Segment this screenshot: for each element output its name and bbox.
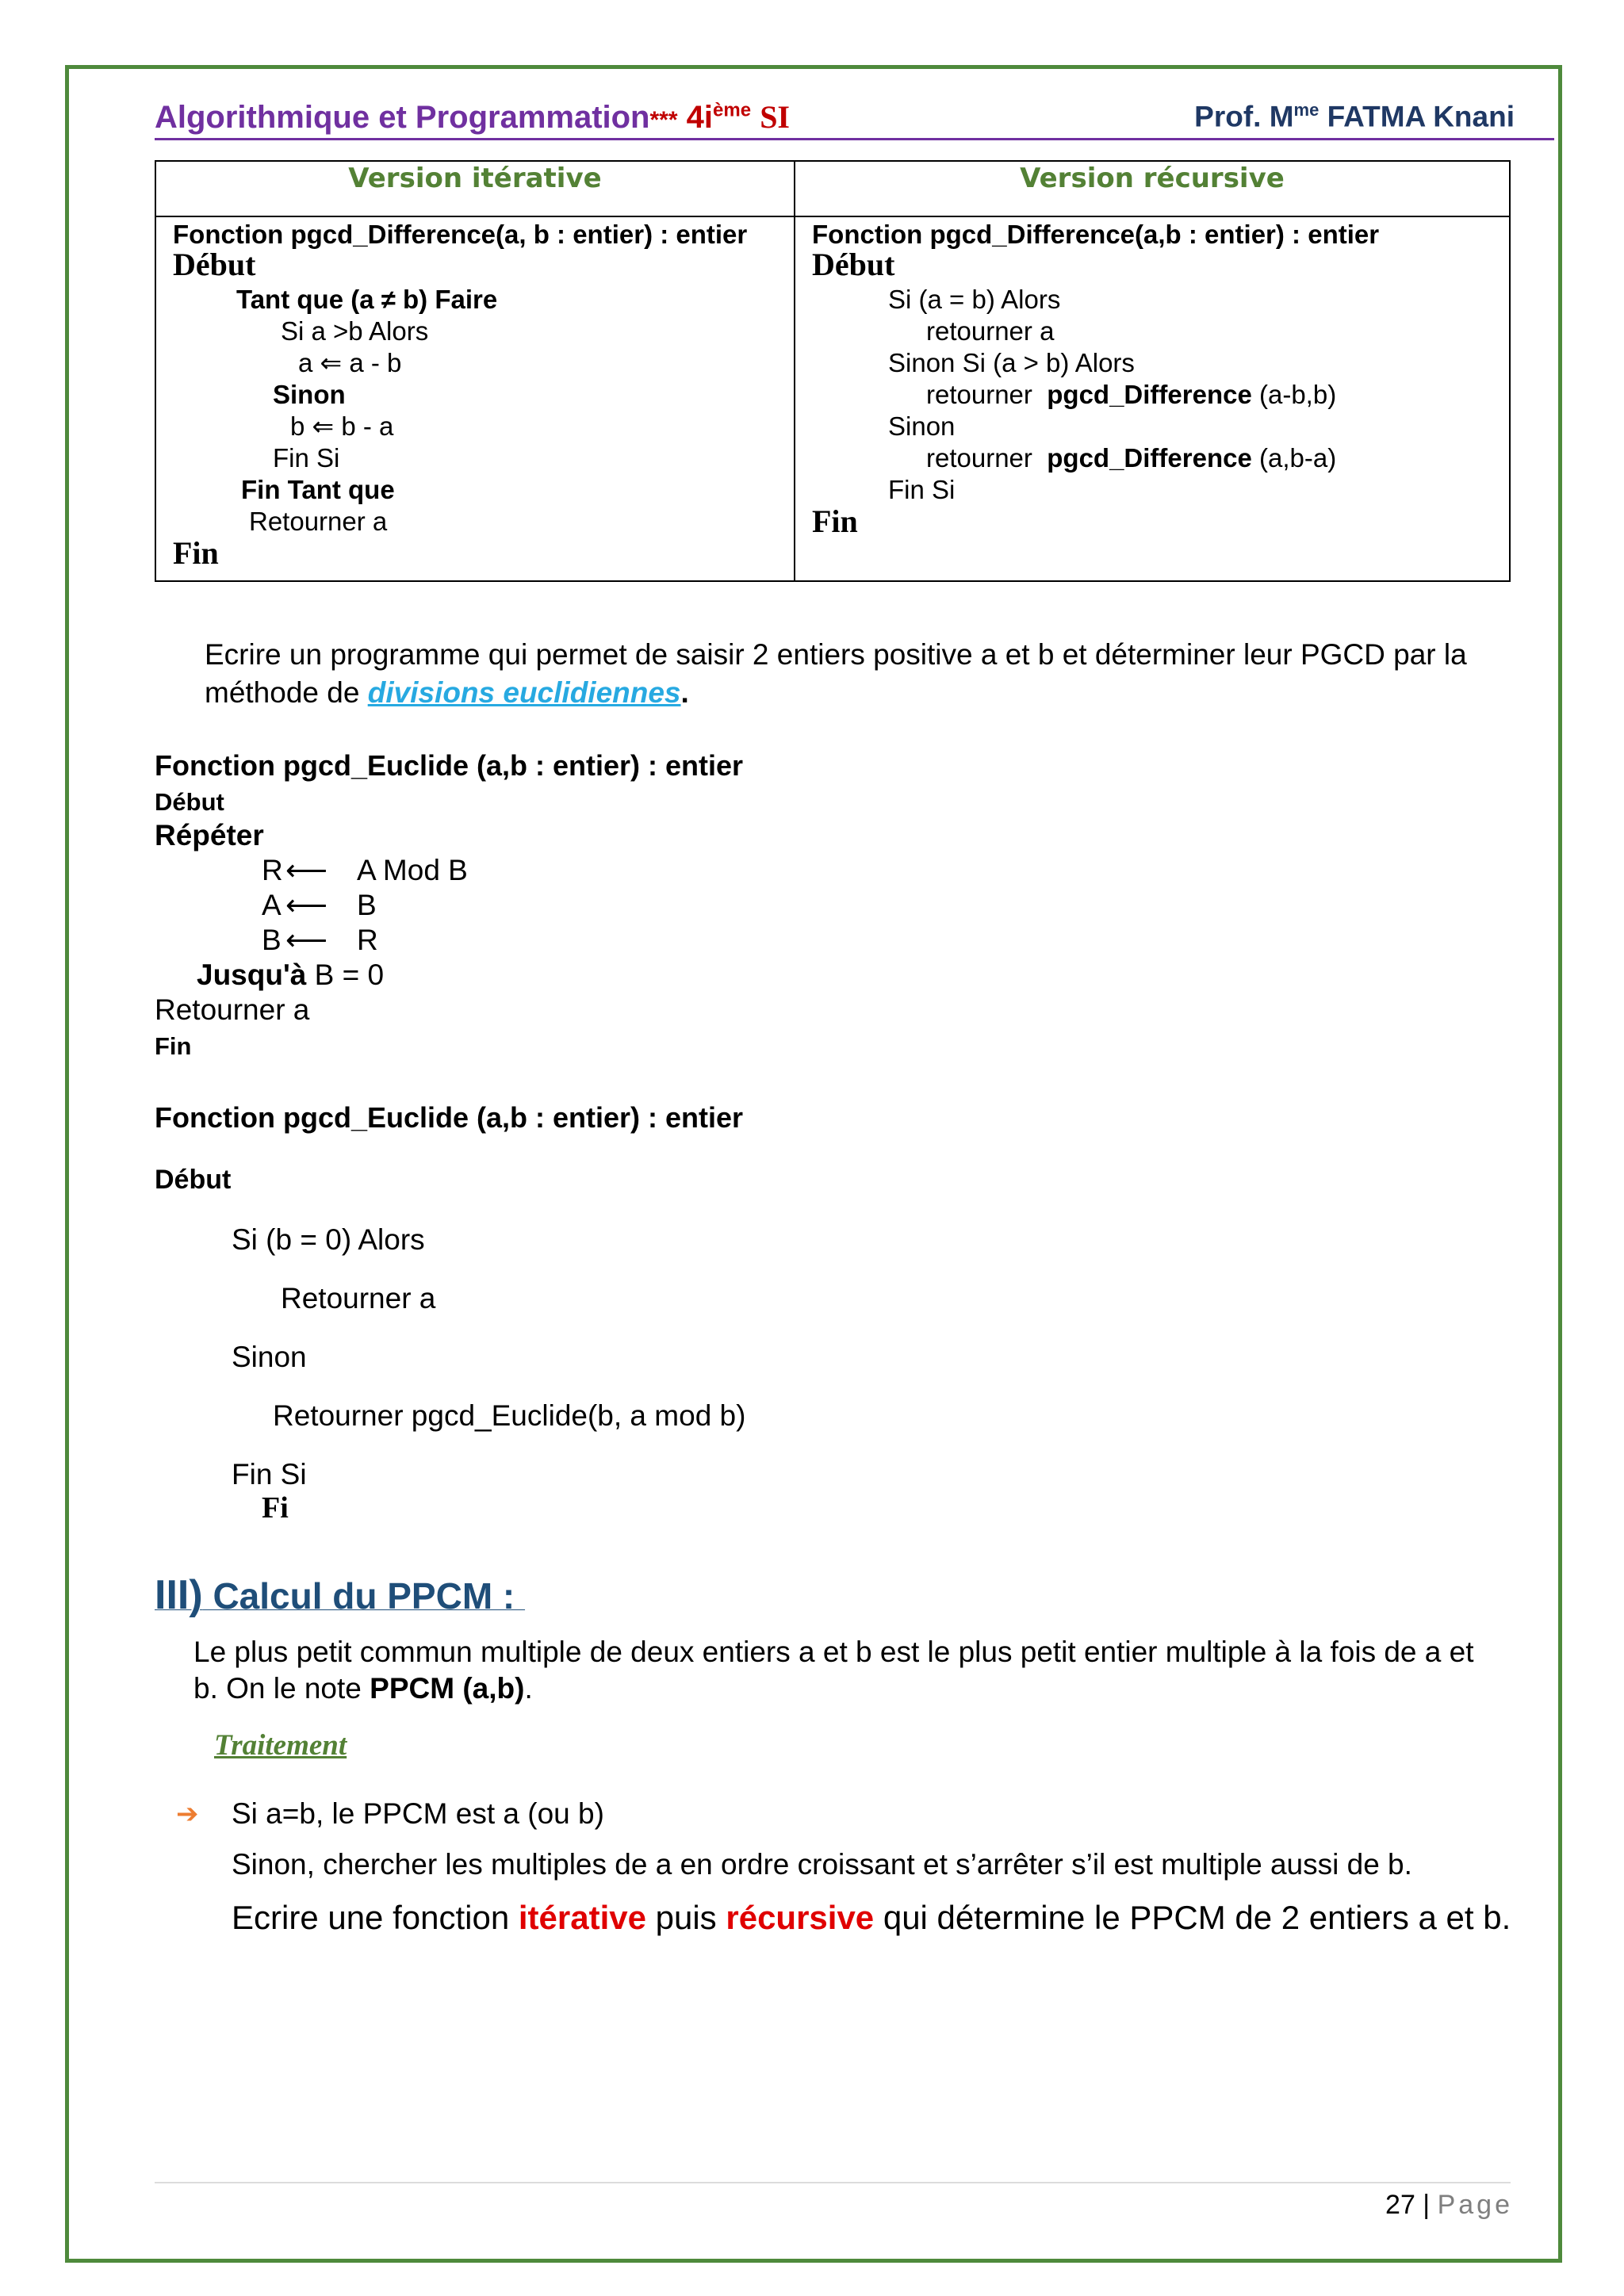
ppcm-exercise-text-1: Ecrire une fonction bbox=[232, 1899, 519, 1936]
rec-call-1-keyword: retourner bbox=[926, 380, 1048, 409]
iter-line-si: Si a >b Alors bbox=[281, 316, 429, 346]
rec-call-2-keyword: retourner bbox=[926, 443, 1048, 473]
euclide-rec-fin: Fi bbox=[262, 1491, 289, 1525]
iter-debut: Début bbox=[173, 247, 256, 282]
euclide-iter-b-val: R bbox=[357, 924, 378, 956]
ppcm-def-text: b. On le note bbox=[193, 1672, 370, 1705]
page-label: Page bbox=[1437, 2190, 1513, 2220]
divisions-euclidiennes-link[interactable]: divisions euclidiennes bbox=[367, 676, 681, 709]
level-text: 4i bbox=[686, 100, 714, 135]
euclide-rec-si: Si (b = 0) Alors bbox=[232, 1223, 425, 1256]
page-number: 27 bbox=[1385, 2190, 1415, 2220]
recursive-cell bbox=[795, 216, 1510, 581]
header-course-title bbox=[155, 98, 790, 136]
rec-call-2-func: pgcd_Difference bbox=[1047, 443, 1252, 473]
footer-separator: | bbox=[1415, 2190, 1438, 2220]
iter-line-finsi: Fin Si bbox=[273, 443, 340, 473]
level-sup: ème bbox=[713, 99, 752, 121]
euclide-iter-retourner: Retourner a bbox=[155, 993, 310, 1026]
euclide-rec-retourner-a: Retourner a bbox=[281, 1282, 436, 1314]
traitement-line-2: Sinon, chercher les multiples de a en ordre croissant et s’arrêter s’il est multiple aussi de b. bbox=[232, 1848, 1412, 1881]
exercise-line-2 bbox=[205, 675, 689, 710]
section-3-number: III) bbox=[155, 1572, 203, 1618]
euclide-iter-signature: Fonction pgcd_Euclide (a,b : entier) : entier bbox=[155, 749, 744, 782]
euclide-iter-r-var: R bbox=[262, 854, 283, 886]
rec-line-retourner-a: retourner a bbox=[926, 316, 1055, 346]
euclide-iter-r-val: A Mod B bbox=[357, 854, 468, 886]
rec-line-sinonsi: Sinon Si (a > b) Alors bbox=[888, 348, 1135, 377]
rec-line-si: Si (a = b) Alors bbox=[888, 285, 1061, 314]
rec-fin: Fin bbox=[812, 503, 858, 539]
exercise-line-1: Ecrire un programme qui permet de saisir 2 entiers positive a et b et déterminer leur PGCD par la bbox=[205, 638, 1467, 671]
rec-call-1-func: pgcd_Difference bbox=[1047, 380, 1252, 409]
ppcm-exercise-text-2: puis bbox=[645, 1899, 726, 1936]
euclide-rec-sinon: Sinon bbox=[232, 1341, 307, 1373]
euclide-rec-retourner-call: Retourner pgcd_Euclide(b, a mod b) bbox=[273, 1399, 746, 1432]
euclide-iter-a-arrow: ⟵ bbox=[285, 889, 328, 921]
rec-debut: Début bbox=[812, 247, 895, 282]
ppcm-definition-line-1: Le plus petit commun multiple de deux entiers a et b est le plus petit entier multiple à la fois de a et bbox=[193, 1636, 1474, 1668]
iterative-cell bbox=[155, 216, 795, 581]
course-name: Algorithmique et Programmation bbox=[155, 100, 650, 135]
section-3-label: Calcul du PPCM : bbox=[202, 1575, 526, 1617]
euclide-iter-repeter: Répéter bbox=[155, 819, 264, 851]
euclide-rec-debut: Début bbox=[155, 1165, 232, 1195]
header-author bbox=[1194, 100, 1515, 133]
traitement-heading: Traitement bbox=[214, 1729, 347, 1762]
exercise-text: méthode de bbox=[205, 676, 368, 709]
jusqua-keyword: Jusqu'à bbox=[197, 959, 307, 991]
euclide-rec-signature: Fonction pgcd_Euclide (a,b : entier) : entier bbox=[155, 1101, 744, 1134]
rec-call-1-args: (a-b,b) bbox=[1251, 380, 1337, 409]
author-name: FATMA Knani bbox=[1327, 100, 1515, 133]
iter-line-fintantque: Fin Tant que bbox=[241, 475, 395, 504]
rec-signature: Fonction pgcd_Difference(a,b : entier) : entier bbox=[812, 220, 1380, 249]
traitement-line-1: Si a=b, le PPCM est a (ou b) bbox=[232, 1797, 604, 1830]
euclide-iter-a-val: B bbox=[357, 889, 377, 921]
euclide-iter-jusqua bbox=[197, 958, 384, 993]
rec-line-finsi: Fin Si bbox=[888, 475, 956, 504]
ppcm-exercise bbox=[232, 1898, 1511, 1938]
euclide-iter-b-arrow: ⟵ bbox=[285, 924, 328, 956]
section-3-title bbox=[155, 1571, 525, 1619]
iter-signature: Fonction pgcd_Difference(a, b : entier) : entier bbox=[173, 220, 748, 249]
euclide-iter-r-arrow: ⟵ bbox=[285, 854, 328, 886]
author-prefix: Prof. M bbox=[1194, 100, 1294, 133]
header-class: SI bbox=[760, 99, 790, 135]
page-header bbox=[155, 94, 1554, 140]
iter-line-sinon: Sinon bbox=[273, 380, 346, 409]
rec-call-2-args: (a,b-a) bbox=[1251, 443, 1337, 473]
table-header-recursive: Version récursive bbox=[795, 161, 1510, 216]
iter-fin: Fin bbox=[173, 535, 219, 571]
ppcm-def-period: . bbox=[524, 1672, 533, 1705]
iter-line-assign-b: b ⇐ b - a bbox=[290, 411, 394, 441]
ppcm-iterative-emphasis: itérative bbox=[518, 1899, 646, 1936]
euclide-iter-a-var: A bbox=[262, 889, 282, 921]
ppcm-recursive-emphasis: récursive bbox=[726, 1899, 875, 1936]
iter-line-retourner: Retourner a bbox=[249, 507, 388, 536]
iter-line-tantque: Tant que (a ≠ b) Faire bbox=[236, 285, 498, 314]
rec-line-call-2 bbox=[926, 443, 1336, 473]
ppcm-exercise-text-3: qui détermine le PPCM de 2 entiers a et b. bbox=[874, 1899, 1511, 1936]
header-level bbox=[687, 100, 751, 135]
rec-line-call-1 bbox=[926, 380, 1336, 410]
ppcm-definition-line-2 bbox=[193, 1671, 533, 1706]
euclide-iter-fin: Fin bbox=[155, 1032, 192, 1060]
iter-line-assign-a: a ⇐ a - b bbox=[298, 348, 402, 377]
euclide-iter-debut: Début bbox=[155, 788, 224, 816]
euclide-rec-finsi: Fin Si bbox=[232, 1458, 307, 1490]
page-footer bbox=[1385, 2190, 1513, 2221]
euclide-iter-b-var: B bbox=[262, 924, 282, 956]
arrow-right-icon: ➔ bbox=[176, 1798, 199, 1830]
pgcd-difference-table bbox=[155, 160, 1511, 582]
ppcm-notation: PPCM (a,b) bbox=[370, 1672, 525, 1705]
exercise-period: . bbox=[680, 676, 689, 709]
table-header-iterative: Version itérative bbox=[155, 161, 795, 216]
header-stars: *** bbox=[649, 107, 678, 133]
rec-line-sinon: Sinon bbox=[888, 411, 956, 441]
author-sup: me bbox=[1293, 100, 1320, 120]
jusqua-condition: B = 0 bbox=[306, 959, 385, 991]
footer-divider bbox=[155, 2182, 1511, 2183]
